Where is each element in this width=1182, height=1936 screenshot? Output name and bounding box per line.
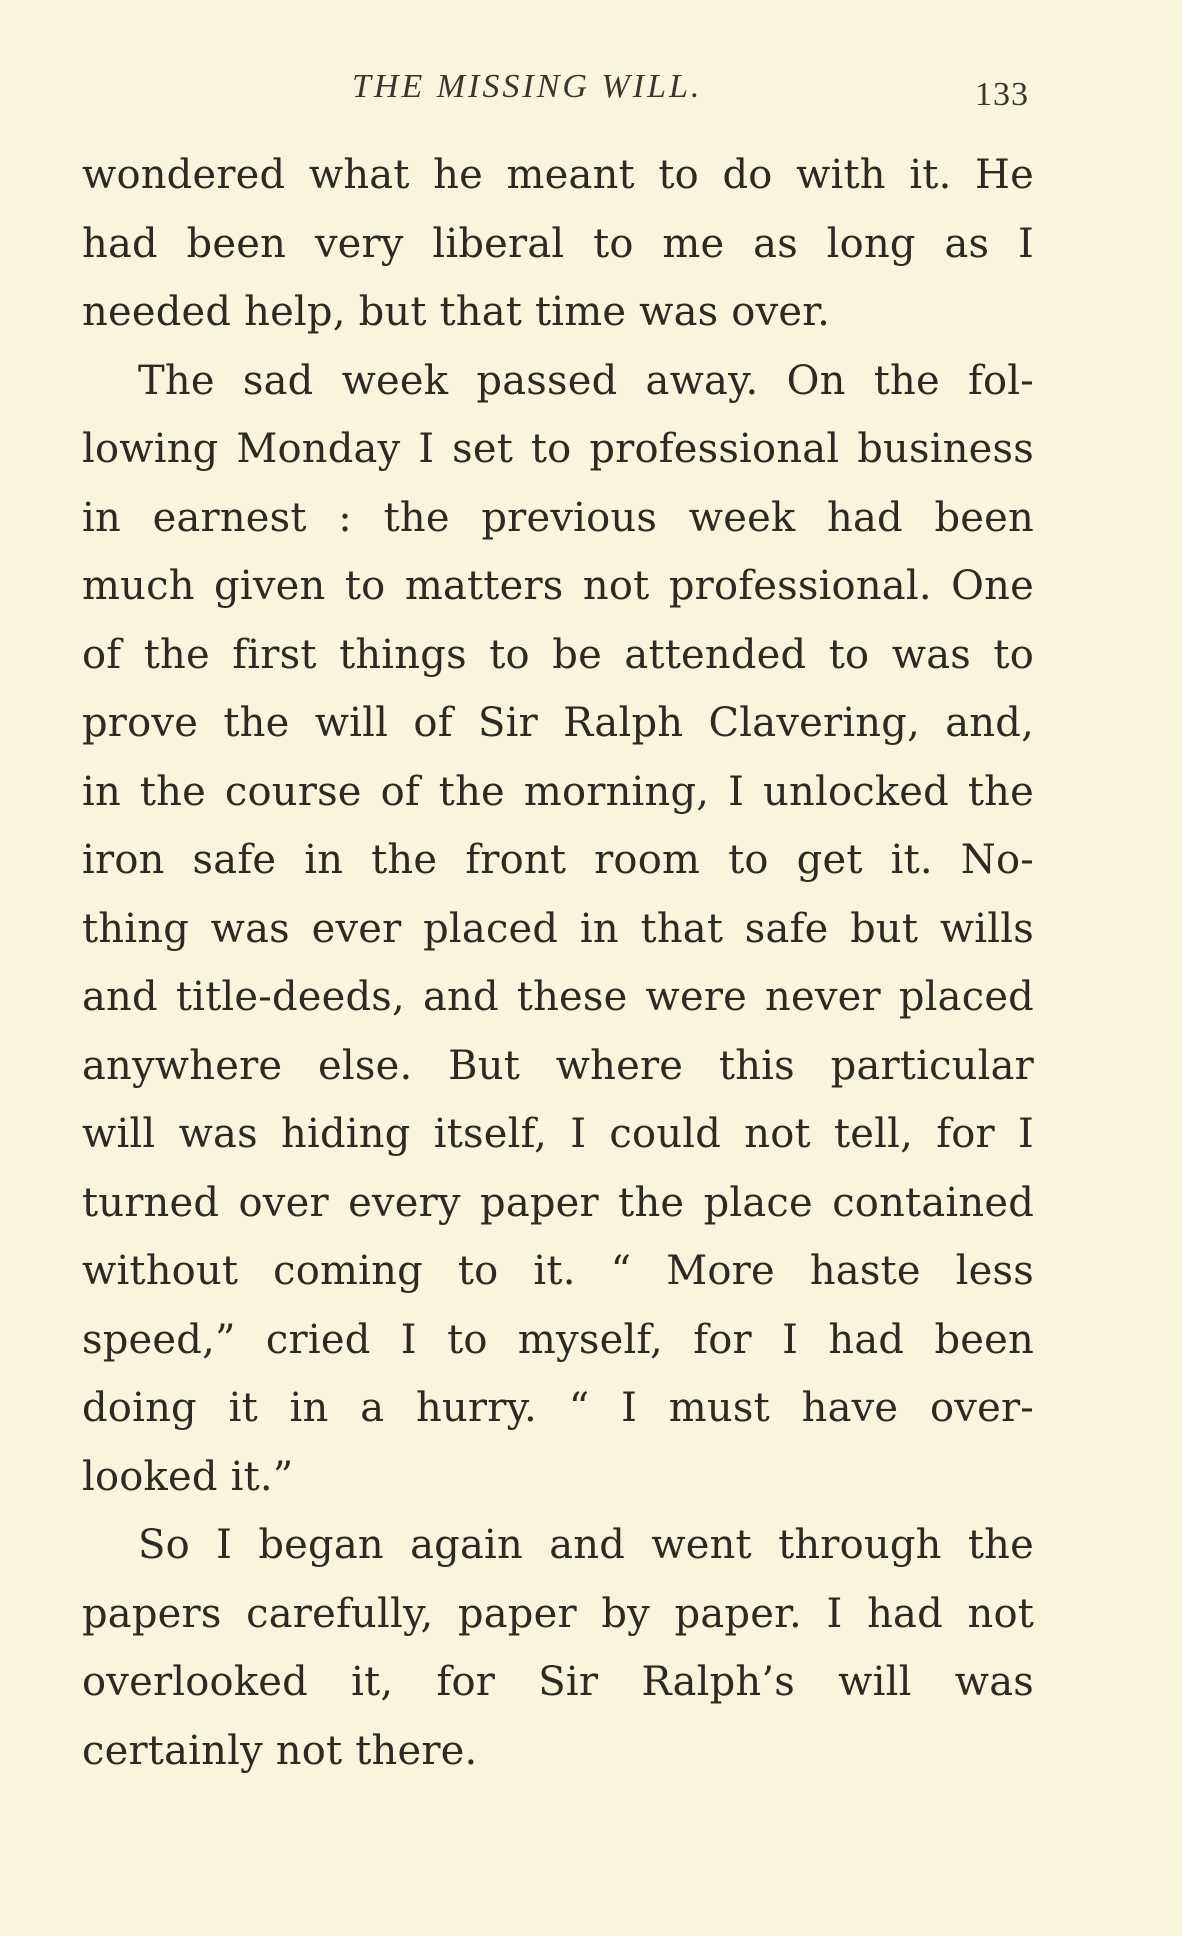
text-line: prove the will of Sir Ralph Clavering, and,: [82, 700, 1034, 746]
text-line: So I began again and went through the: [138, 1522, 1034, 1568]
text-line: looked it.”: [82, 1453, 294, 1500]
text-line: of the first things to be attended to was to: [82, 631, 1034, 678]
text-line: The sad week passed away. On the fol-: [138, 357, 1034, 404]
text-line: lowing Monday I set to professional business: [82, 426, 1034, 472]
text-line: had been very liberal to me as long as I: [82, 220, 1034, 267]
text-line: wondered what he meant to do with it. He: [82, 152, 1034, 198]
text-line: will was hiding itself, I could not tell, for I: [82, 1111, 1034, 1157]
page-number: 133: [975, 76, 1029, 113]
text-line: speed,” cried I to myself, for I had been: [82, 1316, 1034, 1363]
text-line: in earnest : the previous week had been: [82, 494, 1034, 541]
body-text: [82, 153, 1034, 1797]
text-line: doing it in a hurry. “ I must have over-: [82, 1385, 1034, 1431]
text-line: turned over every paper the place contained: [82, 1179, 1034, 1226]
text-line: thing was ever placed in that safe but wills: [82, 905, 1034, 952]
text-line: papers carefully, paper by paper. I had not: [82, 1590, 1034, 1637]
text-line: without coming to it. “ More haste less: [82, 1248, 1034, 1294]
text-line: in the course of the morning, I unlocked the: [82, 768, 1034, 815]
text-line: much given to matters not professional. One: [82, 563, 1034, 609]
text-line: iron safe in the front room to get it. No-: [82, 837, 1034, 883]
text-line: overlooked it, for Sir Ralph’s will was: [82, 1659, 1034, 1705]
text-line: certainly not there.: [82, 1727, 478, 1774]
running-head-title: THE MISSING WILL.: [352, 68, 703, 105]
text-line: and title-deeds, and these were never placed: [82, 974, 1034, 1020]
text-line: anywhere else. But where this particular: [82, 1042, 1034, 1089]
text-line: needed help, but that time was over.: [82, 289, 831, 335]
